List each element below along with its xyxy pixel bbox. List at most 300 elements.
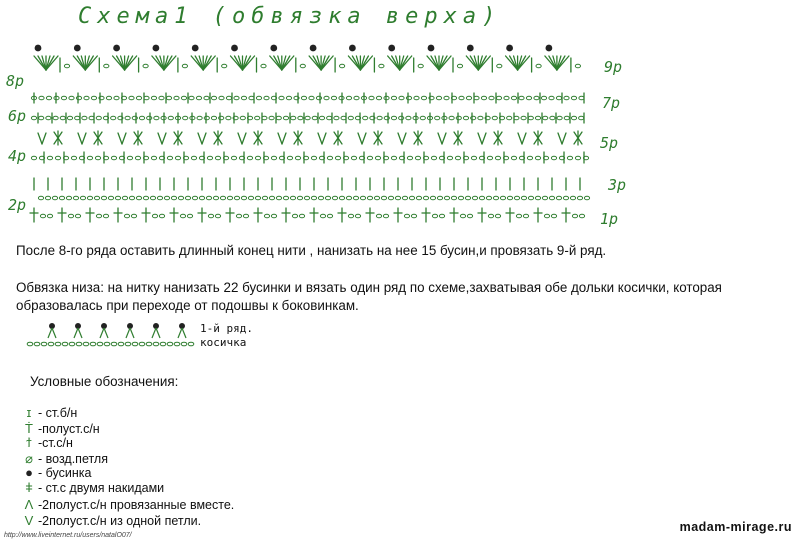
stitch-mark [438, 133, 442, 144]
chain-mark [451, 196, 456, 200]
chain-mark [135, 156, 140, 160]
chain-mark [168, 116, 173, 120]
chain-mark [346, 96, 351, 100]
chain-mark [75, 116, 80, 120]
chain-mark [188, 342, 194, 346]
chain-mark [478, 116, 483, 120]
single-crochet-icon: ɪ [26, 405, 32, 420]
chain-mark [399, 96, 404, 100]
chain-mark [327, 116, 332, 120]
chain-mark [31, 116, 36, 120]
stitch-mark [38, 133, 42, 144]
chain-mark [146, 342, 152, 346]
chain-mark [514, 196, 519, 200]
chain-mark [507, 116, 512, 120]
chain-mark [127, 156, 132, 160]
chain-mark [449, 116, 454, 120]
chain-mark [290, 196, 295, 200]
chain-mark [472, 196, 477, 200]
chain-mark [41, 342, 47, 346]
stitch-mark [42, 133, 46, 144]
chain-mark [432, 214, 437, 218]
chain-mark [304, 196, 309, 200]
stitch-mark [74, 328, 78, 338]
chain-mark [557, 116, 562, 120]
chain-mark [125, 342, 131, 346]
chain-mark [132, 342, 138, 346]
chain-mark [94, 196, 99, 200]
chain-mark [388, 196, 393, 200]
chain-mark [579, 96, 584, 100]
bead-mark [231, 45, 238, 52]
chain-mark [486, 196, 491, 200]
chain-mark [311, 156, 316, 160]
chain-mark [136, 96, 141, 100]
bottom-row-label: 1-й ряд. [200, 322, 253, 335]
chain-mark [191, 156, 196, 160]
chain-mark [174, 342, 180, 346]
chain-mark [487, 156, 492, 160]
chain-mark [55, 342, 61, 346]
chain-mark [447, 156, 452, 160]
chain-mark [269, 116, 274, 120]
chain-mark [542, 196, 547, 200]
row-label-8: 8р [6, 72, 25, 90]
chain-mark [377, 116, 382, 120]
chain-mark [295, 156, 300, 160]
stitch-mark [358, 133, 362, 144]
chain-mark [108, 196, 113, 200]
chain-mark [96, 214, 101, 218]
chain-mark [324, 96, 329, 100]
chain-mark [45, 196, 50, 200]
chain-mark [456, 116, 461, 120]
hdc-together-icon: Λ [24, 497, 34, 512]
chain-mark [571, 116, 576, 120]
chain-mark [327, 156, 332, 160]
chain-mark [465, 196, 470, 200]
chain-mark [431, 156, 436, 160]
stitch-mark [198, 133, 202, 144]
chain-mark [38, 196, 43, 200]
chain-mark [256, 96, 261, 100]
chain-mark [175, 156, 180, 160]
chain-mark [415, 156, 420, 160]
chain-mark [297, 196, 302, 200]
chain-mark [511, 96, 516, 100]
chain-mark [523, 214, 528, 218]
site-watermark: madam-mirage.ru [679, 520, 792, 534]
stitch-mark [126, 328, 130, 338]
chain-mark [579, 116, 584, 120]
chain-mark [488, 214, 493, 218]
chain-mark [115, 196, 120, 200]
bead-mark [35, 45, 42, 52]
chain-mark [489, 96, 494, 100]
chain-mark [416, 196, 421, 200]
chain-mark [220, 196, 225, 200]
chain-mark [319, 116, 324, 120]
chain-mark [369, 96, 374, 100]
chain-mark [241, 196, 246, 200]
bead-mark [467, 45, 474, 52]
chain-mark [151, 96, 156, 100]
legend-text: - бусинка [38, 465, 92, 480]
chain-mark [73, 196, 78, 200]
chain-mark [399, 116, 404, 120]
chain-mark [493, 196, 498, 200]
row-label-9: 9р [604, 58, 623, 76]
chain-mark [435, 116, 440, 120]
chain-mark [301, 96, 306, 100]
stitch-mark [162, 133, 166, 144]
chain-mark [101, 196, 106, 200]
bead-mark [428, 45, 435, 52]
chain-mark [521, 196, 526, 200]
bead-mark [349, 45, 356, 52]
chain-mark [31, 156, 36, 160]
chain-mark [528, 196, 533, 200]
bead-mark [506, 45, 513, 52]
chain-mark [534, 96, 539, 100]
chain-mark [556, 96, 561, 100]
chain-mark [457, 64, 462, 68]
chain-mark [279, 96, 284, 100]
chain-mark [264, 96, 269, 100]
chain-mark [71, 156, 76, 160]
chain-mark [208, 214, 213, 218]
chain-mark [240, 116, 245, 120]
chain-mark [292, 214, 297, 218]
bead-mark [546, 45, 553, 52]
stitch-mark [122, 133, 126, 144]
chain-mark [114, 96, 119, 100]
stitch-mark [78, 328, 82, 338]
chain-mark [271, 156, 276, 160]
chain-mark [439, 214, 444, 218]
chain-mark [154, 116, 159, 120]
note-row-9: После 8-го ряда оставить длинный конец нити , нанизать на нее 15 бусин,и провязать 9-й ряд. [16, 243, 607, 258]
chain-mark [261, 64, 266, 68]
chain-mark [104, 64, 109, 68]
chain-mark [248, 196, 253, 200]
chain-mark [226, 96, 231, 100]
chain-mark [535, 116, 540, 120]
chain-mark [139, 342, 145, 346]
chain-mark [129, 96, 134, 100]
stitch-mark [478, 133, 482, 144]
chain-mark [84, 96, 89, 100]
chain-mark [286, 96, 291, 100]
chain-mark [507, 196, 512, 200]
chain-mark [160, 342, 166, 346]
chain-mark [500, 196, 505, 200]
chain-mark [564, 96, 569, 100]
chain-mark [139, 116, 144, 120]
chain-mark [111, 116, 116, 120]
stitch-mark [282, 133, 286, 144]
legend-text: -2полуст.с/н провязанные вместе. [38, 497, 235, 512]
stitch-mark [104, 328, 108, 338]
chain-mark [406, 116, 411, 120]
chain-mark [291, 116, 296, 120]
chain-mark [479, 196, 484, 200]
chain-mark [355, 214, 360, 218]
row-label-5: 5р [600, 134, 619, 152]
chain-mark [231, 156, 236, 160]
chain-mark [206, 196, 211, 200]
chain-mark [463, 116, 468, 120]
chain-mark [226, 116, 231, 120]
chain-mark [414, 96, 419, 100]
stitch-mark [558, 133, 562, 144]
chain-mark [444, 96, 449, 100]
chain-mark [192, 196, 197, 200]
chain-mark [185, 196, 190, 200]
chain-mark [327, 214, 332, 218]
chain-mark [276, 196, 281, 200]
chain-mark [298, 116, 303, 120]
chain-mark [234, 196, 239, 200]
chain-mark [151, 156, 156, 160]
chain-mark [335, 156, 340, 160]
chain-mark [311, 196, 316, 200]
chain-mark [95, 156, 100, 160]
legend-item-hdc-v [22, 512, 201, 529]
chain-mark [339, 196, 344, 200]
scheme-title: Схема1 (обвязка верха) [78, 4, 502, 29]
treble-crochet-icon: ǂ [25, 480, 33, 495]
chain-mark [481, 96, 486, 100]
stitch-mark [238, 133, 242, 144]
chain-mark [420, 116, 425, 120]
chain-mark [136, 196, 141, 200]
chain-mark [571, 96, 576, 100]
chain-mark [474, 96, 479, 100]
chain-mark [325, 196, 330, 200]
chain-mark [27, 342, 33, 346]
chain-mark [300, 64, 305, 68]
chain-mark [391, 156, 396, 160]
chain-mark [197, 116, 202, 120]
chain-mark [579, 214, 584, 218]
stitch-mark [398, 133, 402, 144]
stitch-mark [130, 328, 134, 338]
row-label-2: 2р [8, 196, 27, 214]
chain-mark [68, 214, 73, 218]
chain-mark [536, 64, 541, 68]
legend-text: -полуст.с/н [38, 421, 100, 436]
chain-mark [383, 214, 388, 218]
chain-mark [551, 156, 556, 160]
chain-mark [567, 156, 572, 160]
chain-mark [497, 64, 502, 68]
chain-mark [47, 214, 52, 218]
chain-mark [157, 196, 162, 200]
legend-item-sc [22, 404, 77, 421]
chain-mark [152, 214, 157, 218]
source-url: http://www.liveinternet.ru/users/natalO07/ [4, 532, 132, 539]
chain-mark [340, 64, 345, 68]
chain-mark [283, 196, 288, 200]
crochet-scheme [0, 0, 800, 235]
stitch-mark [442, 133, 446, 144]
stitch-mark [322, 133, 326, 144]
chain-mark [418, 64, 423, 68]
chain-mark [492, 116, 497, 120]
bottom-scheme-labels [200, 322, 253, 350]
chain-mark [527, 156, 532, 160]
chain-mark [159, 96, 164, 100]
chain-mark [178, 196, 183, 200]
chain-mark [564, 116, 569, 120]
chain-mark [444, 196, 449, 200]
chain-mark [381, 196, 386, 200]
chain-mark [90, 342, 96, 346]
chain-mark [143, 196, 148, 200]
chain-mark [39, 96, 44, 100]
chain-mark [55, 156, 60, 160]
chain-mark [269, 196, 274, 200]
chain-mark [111, 342, 117, 346]
stitch-mark [82, 133, 86, 144]
chain-mark [348, 116, 353, 120]
stitch-mark [100, 328, 104, 338]
chain-mark [276, 116, 281, 120]
chain-mark [516, 214, 521, 218]
chain-mark [550, 116, 555, 120]
bead-mark [74, 45, 81, 52]
hdc-same-loop-icon: V [24, 513, 34, 528]
chain-mark [46, 116, 51, 120]
chain-mark [312, 116, 317, 120]
stitch-mark [562, 133, 566, 144]
chain-mark [59, 196, 64, 200]
chain-mark [213, 196, 218, 200]
chain-mark [455, 156, 460, 160]
double-crochet-icon: ϯ [26, 435, 32, 450]
chain-mark [82, 116, 87, 120]
chain-mark [87, 156, 92, 160]
note-bottom-edging: Обвязка низа: на нитку нанизать 22 бусинки и вязать один ряд по схеме,захватывая обе дольки косички, которая образовалась при переходе от подошвы к боковинкам. [16, 280, 722, 313]
bead-mark [310, 45, 317, 52]
chain-mark [60, 116, 65, 120]
chain-mark [287, 156, 292, 160]
stitch-mark [278, 133, 282, 144]
bottom-base-label: косичка [200, 336, 247, 349]
chain-mark [199, 196, 204, 200]
chain-mark [467, 214, 472, 218]
chain-mark [299, 214, 304, 218]
chain-mark [150, 196, 155, 200]
chain-mark [125, 116, 130, 120]
legend-item-dc [22, 434, 73, 451]
bead-mark [270, 45, 277, 52]
chain-mark [346, 196, 351, 200]
chain-mark [271, 214, 276, 218]
chain-mark [196, 96, 201, 100]
bead-mark [113, 45, 120, 52]
chain-mark [204, 116, 209, 120]
chain-mark [171, 196, 176, 200]
chain-mark [106, 96, 111, 100]
chain-mark [331, 96, 336, 100]
legend-title: Условные обозначения: [30, 374, 179, 389]
chain-mark [153, 342, 159, 346]
chain-mark [174, 96, 179, 100]
chain-mark [131, 214, 136, 218]
chain-mark [215, 156, 220, 160]
chain-mark [544, 214, 549, 218]
legend-text: -2полуст.с/н из одной петли. [38, 513, 202, 528]
chain-mark [353, 196, 358, 200]
chain-mark [111, 156, 116, 160]
stitch-mark [52, 328, 56, 338]
chain-mark [283, 116, 288, 120]
chain-mark [305, 116, 310, 120]
stitch-mark [156, 328, 160, 338]
chain-mark [541, 96, 546, 100]
stitch-mark [182, 328, 186, 338]
chain-mark [118, 342, 124, 346]
stitch-mark [318, 133, 322, 144]
chain-mark [204, 96, 209, 100]
chain-mark [182, 64, 187, 68]
chain-mark [39, 116, 44, 120]
chain-mark [211, 116, 216, 120]
chain-mark [124, 214, 129, 218]
legend-text: - ст.б/н [38, 405, 78, 420]
chain-mark [183, 116, 188, 120]
stitch-mark [522, 133, 526, 144]
chain-mark [255, 156, 260, 160]
chain-mark [181, 342, 187, 346]
chain-mark [167, 342, 173, 346]
chain-mark [411, 214, 416, 218]
chain-mark [332, 196, 337, 200]
chain-mark [255, 116, 260, 120]
stitch-mark [48, 328, 52, 338]
chain-mark [234, 96, 239, 100]
chain-mark [87, 196, 92, 200]
chain-mark [181, 96, 186, 100]
chain-mark [62, 342, 68, 346]
row-label-3: 3р [608, 176, 627, 194]
chain-mark [320, 214, 325, 218]
chain-mark [66, 196, 71, 200]
chain-mark [129, 196, 134, 200]
stitch-mark [202, 133, 206, 144]
chain-mark [409, 196, 414, 200]
chain-mark [495, 214, 500, 218]
chain-mark [528, 116, 533, 120]
chain-mark [47, 156, 52, 160]
chain-mark [551, 214, 556, 218]
chain-mark [316, 96, 321, 100]
bead-mark [192, 45, 199, 52]
chain-mark [40, 214, 45, 218]
stitch-mark [158, 133, 162, 144]
chain-mark [189, 96, 194, 100]
chain-mark [436, 96, 441, 100]
chain-mark [556, 196, 561, 200]
chain-mark [407, 156, 412, 160]
chain-mark [249, 96, 254, 100]
chain-mark [458, 196, 463, 200]
chain-mark [521, 116, 526, 120]
chain-mark [164, 196, 169, 200]
bead-mark [153, 45, 160, 52]
